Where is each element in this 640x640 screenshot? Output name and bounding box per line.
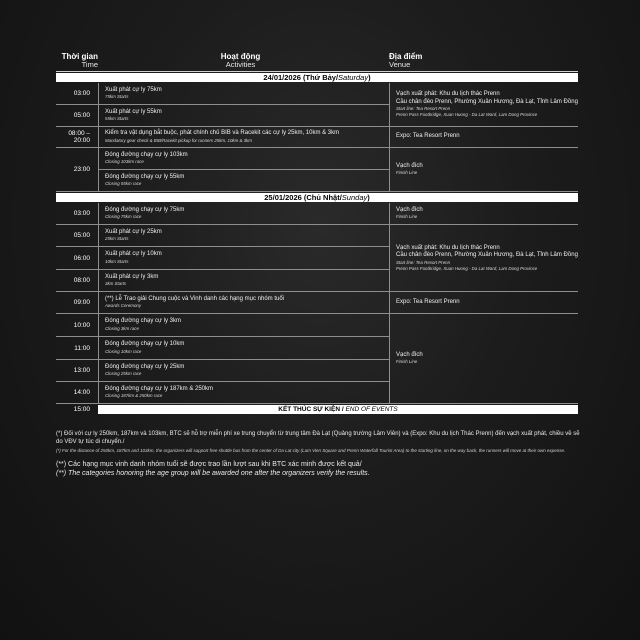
schedule-table <box>56 52 578 414</box>
table-row-activity: Đóng đường chạy cự ly 75km Closing 75km race <box>98 203 389 225</box>
note-2-vi: (**) Các hạng mục vinh danh nhóm tuổi sẽ được trao lần lượt sau khi BTC xác minh được kết quả/ <box>56 461 362 468</box>
table-row-time: 08:00 <box>56 270 98 292</box>
table-row-time: 10:00 <box>56 314 98 337</box>
table-row-activity: Xuất phát cự ly 75km 75km Starts <box>98 83 389 105</box>
table-row-activity: Xuất phát cự ly 10km 10km Starts <box>98 247 389 270</box>
end-time: 15:00 <box>73 406 90 413</box>
day-1-header: 24/01/2026 (Thứ Bảy/Saturday) <box>56 73 578 82</box>
table-row-time: 13:00 <box>56 360 98 382</box>
table-row-time: 23:00 <box>56 148 98 192</box>
table-row-activity: Xuất phát cự ly 25km 25km Starts <box>98 225 389 247</box>
header-activity: Hoạt động Activities <box>220 52 261 69</box>
table-row-time: 05:00 <box>56 225 98 247</box>
table-row-activity: Xuất phát cự ly 55km 55km Starts <box>98 105 389 127</box>
note-1-vi: (*) Đối với cự ly 250km, 187km và 103km, BTC sẽ hỗ trợ miễn phí xe trung chuyển từ trung tâm Đà Lạt (Quảng trường Lâm Viên) và (Expo: Khu du lịch Thác Prenn) đến vạch xuất phát, chiều về sẽ do VĐV tự túc di chuyển./ <box>56 431 580 445</box>
table-row-activity: (**) Lễ Trao giải Chung cuộc và Vinh danh các hạng mục nhóm tuổi Awards Ceremony <box>98 292 389 314</box>
table-row-activity: Đóng đường chạy cự ly 3km Closing 3km race <box>98 314 389 337</box>
venue-expo: Expo: Tea Resort Prenn <box>389 127 578 148</box>
table-row-time: 11:00 <box>56 337 98 360</box>
venue-start-line: Vạch xuất phát: Khu du lịch thác Prenn Cầu chân đèo Prenn, Phường Xuân Hương, Đà Lạt, Tỉnh Lâm Đồng Start line: Tea Resort Prenn Prenn Pass Footbridge, Xuan Huong - Da Lat Ward, Lam Dong Province <box>389 225 578 292</box>
table-row-activity: Đóng đường chạy cự ly 10km Closing 10km race <box>98 337 389 360</box>
table-row-time: 09:00 <box>56 292 98 314</box>
day-1-grid <box>56 83 578 192</box>
header-venue: Địa điểm Venue <box>389 52 423 69</box>
venue-expo: Expo: Tea Resort Prenn <box>389 292 578 314</box>
table-row-time: 05:00 <box>56 105 98 127</box>
table-row-activity: Đóng đường chạy cự ly 187km & 250km Closing 187km & 250km race <box>98 382 389 404</box>
day-2-header: 25/01/2026 (Chủ Nhật/Sunday) <box>56 193 578 202</box>
table-row-time: 06:00 <box>56 247 98 270</box>
table-row-activity: Đóng đường chạy cự ly 55km Closing 55km race <box>98 170 389 192</box>
venue-start-line: Vạch xuất phát: Khu du lịch thác Prenn Cầu chân đèo Prenn, Phường Xuân Hương, Đà Lạt, Tỉnh Lâm Đồng Start line: Tea Resort Prenn Prenn Pass Footbridge, Xuan Huong - Da Lat Ward, Lam Dong Province <box>389 83 578 127</box>
end-of-events-row <box>56 405 578 414</box>
table-row-time: 14:00 <box>56 382 98 404</box>
table-row-activity: Xuất phát cự ly 3km 3km Starts <box>98 270 389 292</box>
table-row-activity: Đóng đường chạy cự ly 25km Closing 25km race <box>98 360 389 382</box>
table-row-time: 03:00 <box>56 203 98 225</box>
table-row-activity: Đóng đường chạy cự ly 103km Closing 103km race <box>98 148 389 170</box>
header-time: Thời gian Time <box>61 52 98 69</box>
venue-finish-line: Vạch đích Finish Line <box>389 314 578 404</box>
table-row-activity: Kiểm tra vật dụng bắt buộc, phát chính chủ BIB và Racekit các cự ly 25km, 10km & 3km Mandatory gear check & BIB/Racekit pickup for runners 25km, 10km & 3km <box>98 127 389 148</box>
end-label: KẾT THÚC SỰ KIỆN / END OF EVENTS <box>98 405 578 414</box>
day-2-grid <box>56 203 578 404</box>
note-2-en: (**) The categories honoring the age group will be awarded one after the organizers verify the results. <box>56 470 370 477</box>
note-1-en: (*) For the distance of 250km, 187km and 103km, the organizers will support free shuttle bus from the center of Da Lat city (Lam Vien Square and Prenn Waterfall Tourist Area) to the starting line, on the way back, the runners will move at their own expense. <box>56 448 566 453</box>
table-row-time: 08:00 – 20:00 <box>56 127 98 148</box>
footnotes <box>56 430 584 478</box>
table-header <box>56 52 578 72</box>
venue-finish-line: Vạch đích Finish Line <box>389 203 578 225</box>
venue-finish-line: Vạch đích Finish Line <box>389 148 578 192</box>
table-row-time: 03:00 <box>56 83 98 105</box>
